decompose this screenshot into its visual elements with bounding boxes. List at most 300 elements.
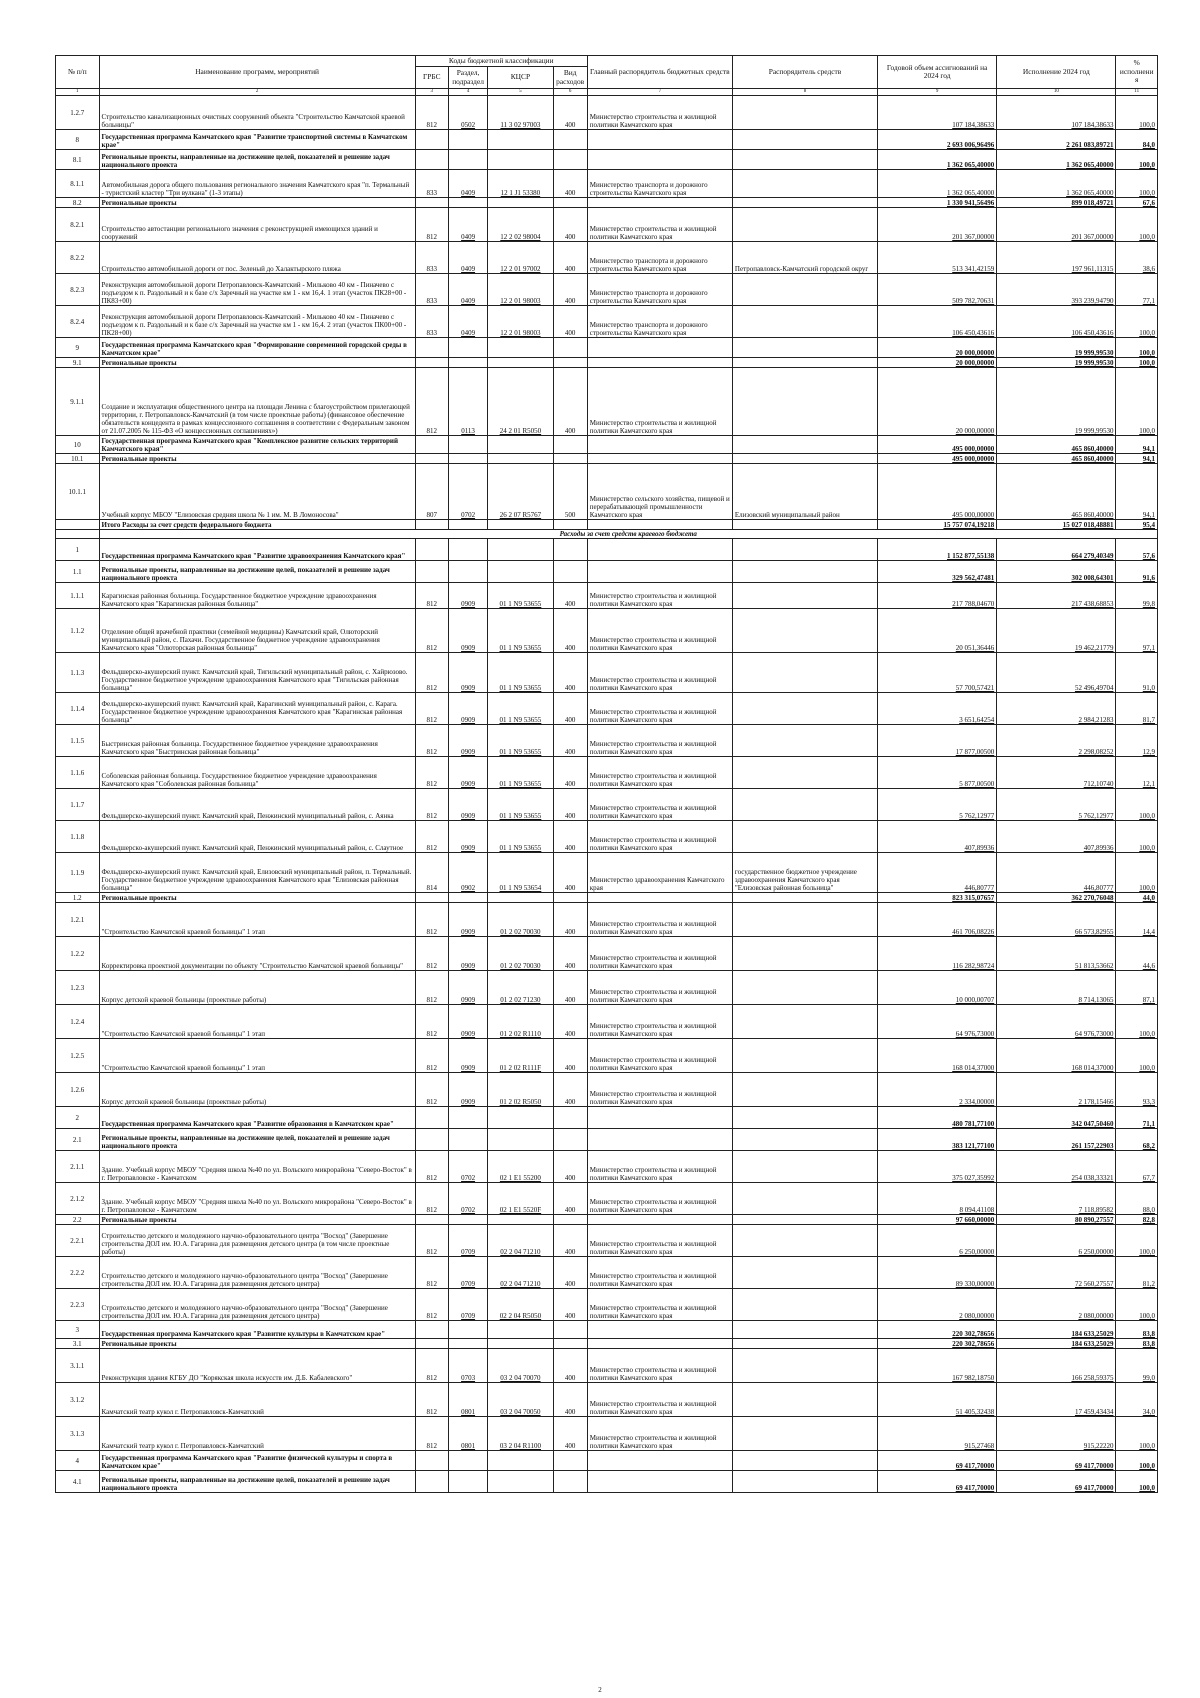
row-vid (553, 1339, 587, 1349)
header-codes: Коды бюджетной классификации (415, 56, 587, 67)
row-plan: 107 184,38633 (878, 96, 997, 130)
row-name: Региональные проекты, направленные на достижение целей, показателей и решение задач национального проекта (99, 150, 415, 170)
row-pct: 97,1 (1116, 609, 1158, 653)
row-number: 1.1.6 (56, 757, 100, 789)
row-distributor (732, 520, 877, 530)
row-kcsr: 12 2 01 98003 (488, 306, 553, 338)
row-vid (553, 1107, 587, 1129)
row-distributor: Елизовский муниципальный район (732, 464, 877, 520)
row-name: Строительство автостанции регионального значения с реконструкцией имеющихся зданий и сооружений (99, 208, 415, 242)
row-kcsr: 01 2 02 R5050 (488, 1073, 553, 1107)
row-plan: 20 000,00000 (878, 368, 997, 436)
row-plan: 2 080,00000 (878, 1289, 997, 1321)
row-plan: 495 000,00000 (878, 464, 997, 520)
row-name: Государственная программа Камчатского края "Развитие транспортной системы в Камчатском крае" (99, 130, 415, 150)
row-grbs (415, 130, 448, 150)
row-main-distributor (587, 1339, 732, 1349)
row-razdel (448, 1321, 487, 1339)
row-main-distributor: Министерство здравоохранения Камчатского края (587, 853, 732, 893)
row-distributor (732, 170, 877, 198)
row-razdel (448, 454, 487, 464)
row-vid: 400 (553, 1005, 587, 1039)
row-grbs: 812 (415, 789, 448, 821)
table-row (56, 96, 1158, 130)
row-name: Автомобильная дорога общего пользования регионального значения Камчатского края "п. Термальный - туристский кластер "Три вулкана" (1-3 этапы) (99, 170, 415, 198)
row-number: 1.2.5 (56, 1039, 100, 1073)
row-razdel (448, 1451, 487, 1471)
table-row (56, 368, 1158, 436)
row-plan: 15 757 074,19218 (878, 520, 997, 530)
row-exec: 261 157,22903 (997, 1129, 1116, 1151)
row-main-distributor: Министерство строительства и жилищной политики Камчатского края (587, 903, 732, 937)
table-row (56, 1215, 1158, 1225)
row-razdel: 0409 (448, 208, 487, 242)
header-kcsr: КЦСР (488, 67, 553, 89)
row-plan: 10 000,00707 (878, 971, 997, 1005)
row-razdel: 0909 (448, 1039, 487, 1073)
row-razdel: 0909 (448, 789, 487, 821)
row-pct: 100,0 (1116, 306, 1158, 338)
row-main-distributor: Министерство строительства и жилищной политики Камчатского края (587, 971, 732, 1005)
row-plan: 6 250,00000 (878, 1225, 997, 1257)
row-main-distributor (587, 436, 732, 454)
row-name: Региональные проекты (99, 1339, 415, 1349)
row-razdel: 0409 (448, 306, 487, 338)
page-number: 2 (598, 1686, 602, 1694)
row-exec: 407,89936 (997, 821, 1116, 853)
row-plan: 57 700,57421 (878, 653, 997, 693)
row-razdel (448, 520, 487, 530)
row-plan: 461 706,08226 (878, 903, 997, 937)
table-row (56, 1183, 1158, 1215)
row-name: Реконструкция здания КГБУ ДО "Корякская школа искусств им. Д.Б. Кабалевского" (99, 1349, 415, 1383)
row-razdel: 0709 (448, 1289, 487, 1321)
row-grbs (415, 1339, 448, 1349)
row-number: 1.1 (56, 561, 100, 583)
table-row (56, 1005, 1158, 1039)
row-number: 8 (56, 130, 100, 150)
table-row (56, 454, 1158, 464)
row-vid (553, 1129, 587, 1151)
row-razdel (448, 1339, 487, 1349)
column-number: 11 (1116, 89, 1158, 96)
row-exec: 446,80777 (997, 853, 1116, 893)
table-row (56, 358, 1158, 368)
row-pct: 94,1 (1116, 464, 1158, 520)
header-exec: Исполнение 2024 год (997, 56, 1116, 89)
row-vid: 400 (553, 1257, 587, 1289)
row-plan: 495 000,00000 (878, 436, 997, 454)
table-row (56, 274, 1158, 306)
row-distributor (732, 1417, 877, 1451)
row-pct: 12,1 (1116, 757, 1158, 789)
row-pct: 100,0 (1116, 208, 1158, 242)
row-vid (553, 338, 587, 358)
row-vid: 400 (553, 170, 587, 198)
row-vid: 400 (553, 96, 587, 130)
row-grbs: 833 (415, 274, 448, 306)
table-row (56, 520, 1158, 530)
row-main-distributor: Министерство транспорта и дорожного строительства Камчатского края (587, 274, 732, 306)
row-razdel (448, 561, 487, 583)
row-distributor (732, 208, 877, 242)
row-number: 1.1.4 (56, 693, 100, 725)
row-exec: 17 459,43434 (997, 1383, 1116, 1417)
row-name: Государственная программа Камчатского края "Развитие физической культуры и спорта в Камчатском крае" (99, 1451, 415, 1471)
row-exec: 19 999,99530 (997, 338, 1116, 358)
row-pct: 44,6 (1116, 937, 1158, 971)
table-row (56, 530, 1158, 539)
table-row (56, 436, 1158, 454)
row-name: Фельдшерско-акушерский пункт. Камчатский край, Тигильский муниципальный район, с. Хайрюзово. Государственное бюджетное учреждение здравоохранения Камчатского края "Тигильская районная больница" (99, 653, 415, 693)
table-row (56, 561, 1158, 583)
row-kcsr: 01 1 N9 53655 (488, 609, 553, 653)
row-distributor (732, 693, 877, 725)
row-kcsr: 01 2 02 70030 (488, 937, 553, 971)
row-main-distributor (587, 520, 732, 530)
row-main-distributor (587, 1215, 732, 1225)
row-exec: 465 860,40000 (997, 454, 1116, 464)
row-grbs (415, 1107, 448, 1129)
row-main-distributor (587, 338, 732, 358)
row-pct: 38,6 (1116, 242, 1158, 274)
row-plan: 513 341,42159 (878, 242, 997, 274)
row-plan: 5 877,00500 (878, 757, 997, 789)
row-pct: 91,0 (1116, 653, 1158, 693)
row-kcsr: 11 3 02 97003 (488, 96, 553, 130)
row-grbs (415, 893, 448, 903)
row-main-distributor: Министерство строительства и жилищной политики Камчатского края (587, 821, 732, 853)
column-number: 5 (488, 89, 553, 96)
row-razdel: 0909 (448, 609, 487, 653)
row-number: 1 (56, 539, 100, 561)
row-name: Здание. Учебный корпус МБОУ "Средняя школа №40 по ул. Вольского микрорайона "Северо-Восток" в г. Петропавловске - Камчатском (99, 1183, 415, 1215)
row-plan: 20 000,00000 (878, 338, 997, 358)
row-pct: 100,0 (1116, 1005, 1158, 1039)
row-number: 1.1.3 (56, 653, 100, 693)
row-number: 1.2.6 (56, 1073, 100, 1107)
row-plan: 220 302,78656 (878, 1321, 997, 1339)
row-grbs: 812 (415, 821, 448, 853)
row-razdel: 0502 (448, 96, 487, 130)
row-name: Фельдшерско-акушерский пункт. Камчатский край, Пенжинский муниципальный район, с. Слаутное (99, 821, 415, 853)
row-grbs: 812 (415, 693, 448, 725)
row-main-distributor (587, 358, 732, 368)
row-grbs: 812 (415, 971, 448, 1005)
row-vid (553, 1471, 587, 1493)
row-pct: 87,1 (1116, 971, 1158, 1005)
header-pct: % исполнения (1116, 56, 1158, 89)
row-razdel (448, 893, 487, 903)
row-name: Региональные проекты (99, 893, 415, 903)
row-number: 3.1.2 (56, 1383, 100, 1417)
row-kcsr (488, 561, 553, 583)
row-name: Государственная программа Камчатского края "Развитие образования в Камчатском крае" (99, 1107, 415, 1129)
row-pct: 84,0 (1116, 130, 1158, 150)
row-pct: 88,0 (1116, 1183, 1158, 1215)
row-pct: 68,2 (1116, 1129, 1158, 1151)
row-exec: 184 633,25029 (997, 1321, 1116, 1339)
row-name: Фельдшерско-акушерский пункт. Камчатский край, Карагинский муниципальный район, с. Карага. Государственное бюджетное учреждение здравоохранения Камчатского края "Карагинская районная больница" (99, 693, 415, 725)
row-plan: 509 782,70631 (878, 274, 997, 306)
row-name: Региональные проекты, направленные на достижение целей, показателей и решение задач национального проекта (99, 1471, 415, 1493)
row-number: 1.2.3 (56, 971, 100, 1005)
row-exec: 254 038,33321 (997, 1151, 1116, 1183)
row-name: Строительство канализационных очистных сооружений объекта "Строительство Камчатской краевой больницы" (99, 96, 415, 130)
row-grbs (415, 1129, 448, 1151)
row-plan: 495 000,00000 (878, 454, 997, 464)
row-exec: 107 184,38633 (997, 96, 1116, 130)
row-main-distributor: Министерство строительства и жилищной политики Камчатского края (587, 368, 732, 436)
row-razdel: 0409 (448, 274, 487, 306)
row-grbs (415, 1451, 448, 1471)
row-vid: 400 (553, 1183, 587, 1215)
row-number: 1.1.7 (56, 789, 100, 821)
row-razdel (448, 150, 487, 170)
row-plan: 375 027,35992 (878, 1151, 997, 1183)
row-name: Корпус детской краевой больницы (проектные работы) (99, 1073, 415, 1107)
row-grbs (415, 150, 448, 170)
row-grbs: 812 (415, 1349, 448, 1383)
row-number: 2.2 (56, 1215, 100, 1225)
row-grbs: 812 (415, 208, 448, 242)
row-name: Создание и эксплуатация общественного центра на площади Ленина с благоустройством прилегающей территории, г. Петропавловск-Камчатский (в том числе проектные работы) (финансовое обеспечение обязательств концедента в рамках концессионного соглашения в соответствии с Федеральным законом от 21.07.2005 № 115-ФЗ «О концессионных соглашениях») (99, 368, 415, 436)
row-vid: 400 (553, 903, 587, 937)
row-main-distributor (587, 1129, 732, 1151)
row-vid: 400 (553, 609, 587, 653)
row-distributor (732, 1107, 877, 1129)
row-kcsr (488, 130, 553, 150)
row-name: "Строительство Камчатской краевой больницы" 1 этап (99, 1005, 415, 1039)
row-main-distributor: Министерство строительства и жилищной политики Камчатского края (587, 96, 732, 130)
row-main-distributor: Министерство строительства и жилищной политики Камчатского края (587, 1257, 732, 1289)
row-distributor (732, 1321, 877, 1339)
row-vid (553, 454, 587, 464)
row-plan: 823 315,07657 (878, 893, 997, 903)
row-grbs: 833 (415, 170, 448, 198)
table-row (56, 1073, 1158, 1107)
row-plan: 407,89936 (878, 821, 997, 853)
row-plan: 69 417,70000 (878, 1451, 997, 1471)
row-plan: 167 982,18750 (878, 1349, 997, 1383)
row-kcsr: 02 1 E1 55200 (488, 1151, 553, 1183)
row-razdel: 0409 (448, 242, 487, 274)
row-plan: 69 417,70000 (878, 1471, 997, 1493)
row-distributor (732, 358, 877, 368)
row-pct: 44,0 (1116, 893, 1158, 903)
table-row (56, 937, 1158, 971)
row-distributor (732, 1289, 877, 1321)
row-vid (553, 1321, 587, 1339)
row-razdel: 0801 (448, 1417, 487, 1451)
table-row (56, 1321, 1158, 1339)
row-main-distributor: Министерство строительства и жилищной политики Камчатского края (587, 609, 732, 653)
table-row (56, 821, 1158, 853)
row-kcsr (488, 1107, 553, 1129)
row-kcsr: 12 2 01 98003 (488, 274, 553, 306)
row-exec: 19 462,21779 (997, 609, 1116, 653)
row-number: 1.1.8 (56, 821, 100, 853)
row-vid: 400 (553, 971, 587, 1005)
row-name: Строительство детского и молодежного научно-образовательного центра "Восход" (Завершение строительства ДОЛ им. Ю.А. Гагарина для размещения детского центра) (99, 1289, 415, 1321)
row-distributor (732, 725, 877, 757)
row-grbs: 812 (415, 1289, 448, 1321)
row-pct: 94,1 (1116, 436, 1158, 454)
row-pct: 100,0 (1116, 1289, 1158, 1321)
row-number: 3.1.1 (56, 1349, 100, 1383)
row-grbs (415, 198, 448, 208)
row-main-distributor (587, 1107, 732, 1129)
row-pct: 57,6 (1116, 539, 1158, 561)
row-plan: 446,80777 (878, 853, 997, 893)
row-kcsr: 01 1 N9 53655 (488, 789, 553, 821)
row-grbs: 812 (415, 609, 448, 653)
row-grbs: 812 (415, 368, 448, 436)
column-number: 4 (448, 89, 487, 96)
row-plan: 2 334,00000 (878, 1073, 997, 1107)
row-name: Государственная программа Камчатского края "Формирование современной городской среды в Камчатском крае" (99, 338, 415, 358)
row-plan: 1 330 941,56496 (878, 198, 997, 208)
row-plan: 116 282,98724 (878, 937, 997, 971)
table-row (56, 1349, 1158, 1383)
row-razdel: 0709 (448, 1225, 487, 1257)
row-kcsr: 26 2 07 R5767 (488, 464, 553, 520)
row-pct: 100,0 (1116, 170, 1158, 198)
row-kcsr (488, 454, 553, 464)
row-razdel: 0801 (448, 1383, 487, 1417)
row-exec: 1 362 065,40000 (997, 150, 1116, 170)
row-kcsr (488, 436, 553, 454)
row-grbs: 812 (415, 653, 448, 693)
row-vid: 400 (553, 853, 587, 893)
row-razdel: 0909 (448, 937, 487, 971)
row-exec: 2 984,21283 (997, 693, 1116, 725)
header-main-distributor: Главный распорядитель бюджетных средств (587, 56, 732, 89)
row-exec: 184 633,25029 (997, 1339, 1116, 1349)
header-vid: Вид расходов (553, 67, 587, 89)
row-grbs (415, 436, 448, 454)
row-exec: 72 560,27557 (997, 1257, 1116, 1289)
table-row (56, 583, 1158, 609)
row-exec: 201 367,00000 (997, 208, 1116, 242)
row-distributor (732, 937, 877, 971)
header-plan: Годовой объем ассигнований на 2024 год (878, 56, 997, 89)
row-main-distributor: Министерство строительства и жилищной политики Камчатского края (587, 693, 732, 725)
row-name: Государственная программа Камчатского края "Развитие культуры в Камчатском крае" (99, 1321, 415, 1339)
row-main-distributor: Министерство строительства и жилищной политики Камчатского края (587, 1005, 732, 1039)
row-razdel: 0909 (448, 725, 487, 757)
row-kcsr (488, 1339, 553, 1349)
row-plan: 97 660,00000 (878, 1215, 997, 1225)
table-row (56, 464, 1158, 520)
row-distributor (732, 1349, 877, 1383)
header-num: № п/п (56, 56, 100, 89)
row-plan: 1 362 065,40000 (878, 150, 997, 170)
row-number: 9.1.1 (56, 368, 100, 436)
row-kcsr: 01 1 N9 53655 (488, 821, 553, 853)
table-row (56, 1417, 1158, 1451)
row-vid (553, 150, 587, 170)
row-vid: 400 (553, 789, 587, 821)
row-vid: 400 (553, 1039, 587, 1073)
row-razdel: 0909 (448, 583, 487, 609)
row-plan: 51 405,32438 (878, 1383, 997, 1417)
row-kcsr (488, 358, 553, 368)
row-pct: 82,8 (1116, 1215, 1158, 1225)
table-row (56, 853, 1158, 893)
row-vid (553, 539, 587, 561)
row-vid: 400 (553, 757, 587, 789)
table-row (56, 609, 1158, 653)
row-pct: 34,0 (1116, 1383, 1158, 1417)
row-kcsr: 01 1 N9 53654 (488, 853, 553, 893)
table-row (56, 903, 1158, 937)
row-vid: 400 (553, 1289, 587, 1321)
row-kcsr: 02 2 04 71210 (488, 1225, 553, 1257)
row-name: Строительство детского и молодежного научно-образовательного центра "Восход" (Завершение строительства ДОЛ им. Ю.А. Гагарина для размещения детского центра (в том числе проектные работы) (99, 1225, 415, 1257)
row-number: 1.2.1 (56, 903, 100, 937)
row-distributor (732, 539, 877, 561)
table-row (56, 653, 1158, 693)
row-name: "Строительство Камчатской краевой больницы" 1 этап (99, 903, 415, 937)
row-name: Региональные проекты, направленные на достижение целей, показателей и решение задач национального проекта (99, 1129, 415, 1151)
row-kcsr (488, 198, 553, 208)
row-number: 1.2.4 (56, 1005, 100, 1039)
row-kcsr: 01 2 02 70030 (488, 903, 553, 937)
table-row (56, 1289, 1158, 1321)
budget-table-sheet (55, 55, 1158, 1493)
row-main-distributor: Министерство строительства и жилищной политики Камчатского края (587, 1039, 732, 1073)
row-kcsr (488, 520, 553, 530)
row-grbs: 812 (415, 725, 448, 757)
row-main-distributor: Министерство строительства и жилищной политики Камчатского края (587, 583, 732, 609)
row-main-distributor (587, 454, 732, 464)
row-distributor: Петропавловск-Камчатский городской округ (732, 242, 877, 274)
row-name: Региональные проекты (99, 1215, 415, 1225)
row-razdel: 0409 (448, 170, 487, 198)
row-exec: 19 999,99530 (997, 358, 1116, 368)
row-main-distributor: Министерство транспорта и дорожного строительства Камчатского края (587, 306, 732, 338)
row-name: Корректировка проектной документации по объекту "Строительство Камчатской краевой больницы" (99, 937, 415, 971)
row-exec: 69 417,70000 (997, 1471, 1116, 1493)
row-distributor (732, 1471, 877, 1493)
row-number: 8.2 (56, 198, 100, 208)
row-kcsr: 12 1 J1 53380 (488, 170, 553, 198)
row-exec: 15 027 018,48881 (997, 520, 1116, 530)
row-vid: 400 (553, 1349, 587, 1383)
row-name: Региональные проекты, направленные на достижение целей, показателей и решение задач национального проекта (99, 561, 415, 583)
row-vid: 400 (553, 1225, 587, 1257)
row-number: 10.1 (56, 454, 100, 464)
row-vid: 500 (553, 464, 587, 520)
row-number: 1.1.2 (56, 609, 100, 653)
row-exec: 6 250,00000 (997, 1225, 1116, 1257)
row-distributor (732, 821, 877, 853)
row-exec: 5 762,12977 (997, 789, 1116, 821)
table-row (56, 198, 1158, 208)
table-row (56, 1471, 1158, 1493)
row-exec: 217 438,68853 (997, 583, 1116, 609)
row-main-distributor: Министерство строительства и жилищной политики Камчатского края (587, 757, 732, 789)
row-plan: 201 367,00000 (878, 208, 997, 242)
row-main-distributor: Министерство строительства и жилищной политики Камчатского края (587, 1349, 732, 1383)
row-name: Региональные проекты (99, 198, 415, 208)
row-plan: 915,27468 (878, 1417, 997, 1451)
row-exec: 465 860,40000 (997, 464, 1116, 520)
row-razdel (448, 1107, 487, 1129)
row-kcsr (488, 539, 553, 561)
row-distributor (732, 338, 877, 358)
